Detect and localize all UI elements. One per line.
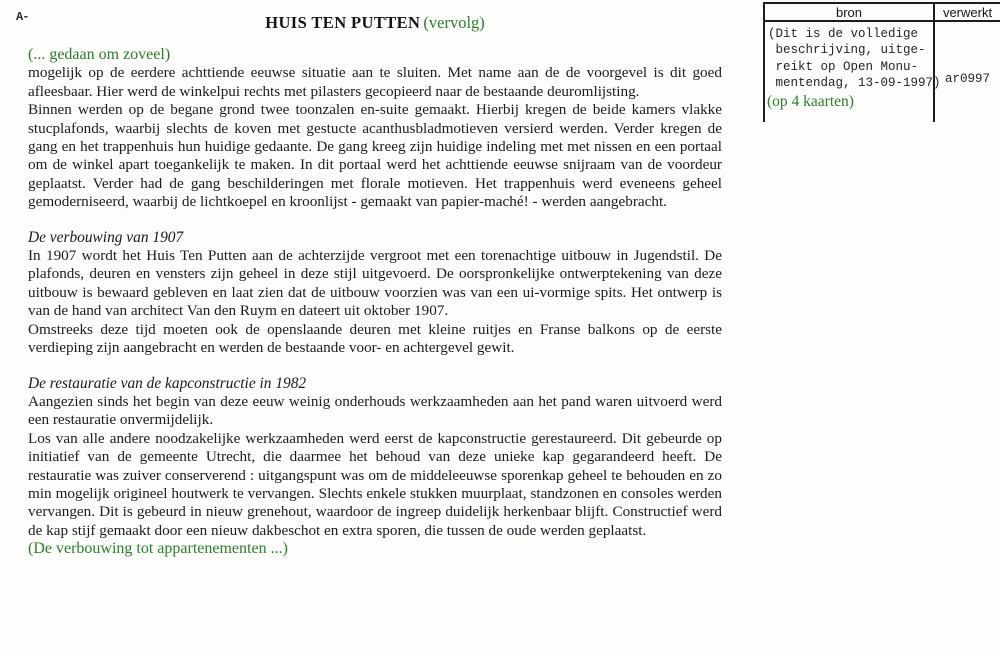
paragraph-1907-2: Omstreeks deze tijd moeten ook de openslaande deuren met kleine ruitjes en Franse balkons op de eerste verdieping zijn aangebracht en werden de bestaande voor- en achtergevel gewit. xyxy=(28,320,722,357)
paragraph-1907-1: In 1907 wordt het Huis Ten Putten aan de achterzijde vergroot met een torenachtige uitbouw in Jugendstil. De plafonds, deuren en vensters zijn geheel in deze stijl uitgevoerd. De oorspronkelijke ontwerptekening van deze uitbouw is bewaard gebleven en laat zien dat de uitbouw voorzien was van een ui-vormige spits. Het ontwerp is van de hand van architect Van den Ruym en dateert uit oktober 1907. xyxy=(28,247,722,320)
source-description-line-3: reikt op Open Monu- xyxy=(768,59,919,74)
source-description-line-4: mentendag, 13-09-1997) xyxy=(768,76,941,91)
paragraph-1982-2: Los van alle andere noodzakelijke werkzaamheden werd eerst de kapconstructie gerestaureerd. Dit gebeurde op initiatief van de gemeente Utrecht, die daarmee het behoud van deze unieke kap gegarandeerd heeft. De restauratie was zuiver conserverend : uitgangspunt was om de middeleeuwse sporenkap geheel te behouden en zo min mogelijk origineel houtwerk te vervangen. Slechts enkele stukken muurplaat, standzonen en consoles werden vervangen. Dit is gebeurd in nieuw grenehout, waardoor de ingreep duidelijk herkenbaar blijft. Constructief werd de kap stijf gemaakt door een nieuw dakbeschot en extra sporen, die tussen de oude werden geplaatst. xyxy=(28,429,722,539)
closing-annotation: (De verbouwing tot appartenementen ...) xyxy=(28,540,288,558)
title-continuation-note: (vervolg) xyxy=(423,13,485,32)
source-description-line-2: beschrijving, uitge- xyxy=(768,43,926,58)
bron-column xyxy=(765,4,941,122)
bron-cell xyxy=(765,22,941,111)
document-title xyxy=(28,13,722,33)
title-text: HUIS TEN PUTTEN xyxy=(265,13,421,32)
column-header-bron: bron xyxy=(765,4,933,22)
verwerkt-column xyxy=(935,4,1000,122)
paragraph-intro-2: Binnen werden op de begane grond twee toonzalen en-suite gemaakt. Hierbij kregen de beide kamers vlakke stucplafonds, waarbij slechts de koven met gestucte acanthusbladmotieven versierd werden. Verder kregen de gang en het trappenhuis hun huidige gedaante. De gang kreeg zijn huidige indeling met met nissen en een portaal om de winkel apart toegankelijk te maken. In dit portaal werd het achttiende eeuwse snijraam van de voordeur geplaatst. Verder had de gang beschilderingen met florale motieven. Het trappenhuis werd eveneens geheel gemoderniseerd, waarbij de lichtkoepel en kroonlijst - gemaakt van papier-maché! - werden aangebracht. xyxy=(28,101,722,211)
column-header-verwerkt: verwerkt xyxy=(935,4,1000,22)
source-reference-table xyxy=(763,2,1000,122)
paragraph-intro-1: mogelijk op de eerdere achttiende eeuwse situatie aan te sluiten. Met name aan de de voorgevel is dit goed afleesbaar. Hier werd de winkelpui rechts met pilasters gecopieerd naar de bestaande deuromlijsting. xyxy=(28,64,722,100)
lead-annotation: (... gedaan om zoveel) xyxy=(28,46,171,63)
page-marker: A- xyxy=(16,10,29,24)
paragraph-1982-1: Aangezien sinds het begin van deze eeuw weinig onderhouds werkzaamheden aan het pand waren uitvoerd werd een restauratie onvermijdelijk. xyxy=(28,392,722,429)
section-heading-1907: De verbouwing van 1907 xyxy=(28,228,184,246)
processed-code: ar0997 xyxy=(944,72,990,86)
section-heading-1982: De restauratie van de kapconstructie in 1982 xyxy=(28,374,307,392)
document-body xyxy=(28,46,722,559)
source-description-line-1: (Dit is de volledige xyxy=(768,27,919,41)
card-count-annotation: (op 4 kaarten) xyxy=(767,92,854,110)
